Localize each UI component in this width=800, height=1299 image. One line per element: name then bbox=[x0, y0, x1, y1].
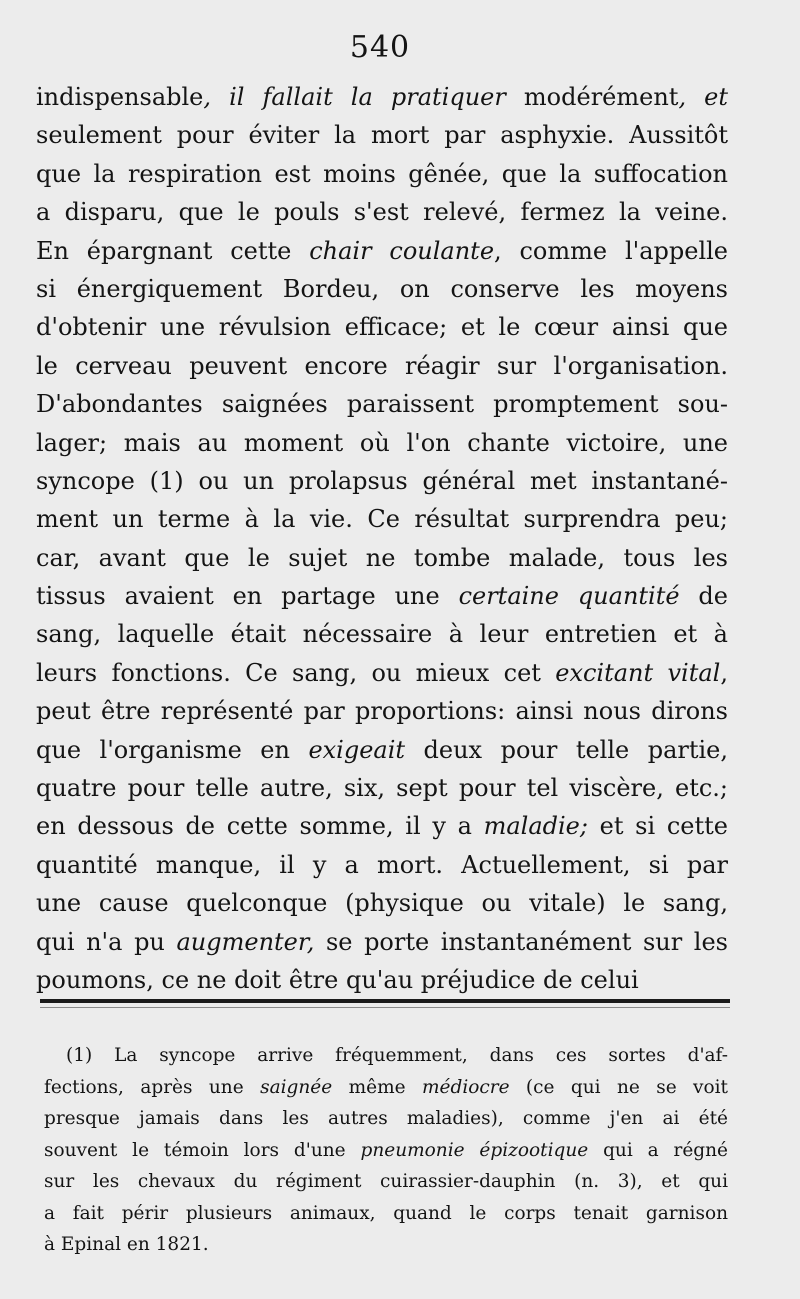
footnote-line bbox=[44, 1166, 728, 1198]
text-segment: qui a régné bbox=[588, 1139, 728, 1161]
footnote-line bbox=[44, 1229, 728, 1261]
text-segment: et si cette bbox=[587, 812, 728, 841]
text-segment: quantité manque, il y a mort. Actuellement, si par bbox=[36, 850, 728, 879]
body-line bbox=[36, 116, 728, 154]
italic-text: , et bbox=[678, 83, 728, 111]
italic-text: exigeait bbox=[308, 735, 406, 764]
body-line bbox=[36, 308, 728, 346]
text-segment: que la respiration est moins gênée, que la suffocation bbox=[36, 159, 728, 188]
footnote-separator bbox=[40, 999, 730, 1003]
text-segment: indispensable bbox=[36, 83, 204, 111]
text-segment: leurs fonctions. Ce sang, ou mieux cet bbox=[36, 658, 556, 687]
text-segment: En épargnant cette bbox=[36, 236, 310, 265]
body-line bbox=[36, 424, 728, 462]
text-segment: a fait périr plusieurs animaux, quand le corps tenait garnison bbox=[44, 1202, 728, 1224]
text-segment: sur les chevaux du régiment cuirassier-dauphin (n. 3), et qui bbox=[44, 1171, 728, 1192]
footnote-line bbox=[44, 1040, 728, 1072]
body-line bbox=[36, 577, 728, 615]
footnote-line bbox=[44, 1198, 728, 1230]
body-text bbox=[36, 78, 728, 999]
text-segment: sang, laquelle était nécessaire à leur entretien et à bbox=[36, 620, 728, 649]
text-segment: quatre pour telle autre, six, sept pour tel viscère, etc.; bbox=[36, 774, 728, 803]
body-line bbox=[36, 193, 728, 231]
text-segment: (ce qui ne se voit bbox=[509, 1076, 728, 1098]
text-segment: à Epinal en 1821. bbox=[44, 1234, 209, 1255]
italic-text: chair coulante bbox=[309, 236, 495, 265]
text-segment: ment un terme à la vie. Ce résultat surprendra peu; bbox=[36, 505, 728, 534]
italic-text: certaine quantité bbox=[458, 582, 680, 611]
text-segment: de bbox=[679, 582, 728, 611]
body-line bbox=[36, 923, 728, 961]
italic-text: augmenter, bbox=[176, 927, 315, 956]
text-segment: , bbox=[720, 658, 728, 687]
text-segment: , comme l'appelle bbox=[494, 236, 728, 265]
footnote-line bbox=[44, 1103, 728, 1135]
italic-text: médiocre bbox=[421, 1076, 510, 1098]
body-line bbox=[36, 385, 728, 423]
text-segment: modérément bbox=[523, 83, 679, 111]
body-line bbox=[36, 270, 728, 308]
body-line bbox=[36, 846, 728, 884]
text-segment: que l'organisme en bbox=[36, 735, 309, 764]
text-segment: presque jamais dans les autres maladies), comme j'en ai été bbox=[44, 1108, 728, 1129]
text-segment: tissus avaient en partage une bbox=[36, 582, 459, 611]
italic-text: pneumonie épizootique bbox=[360, 1139, 589, 1161]
body-line bbox=[36, 615, 728, 653]
text-segment: a disparu, que le pouls s'est relevé, fermez la veine. bbox=[36, 198, 728, 227]
text-segment: en dessous de cette somme, il y a bbox=[36, 812, 484, 841]
body-line bbox=[36, 78, 728, 116]
body-line bbox=[36, 654, 728, 692]
body-line bbox=[36, 539, 728, 577]
text-segment: le cerveau peuvent encore réagir sur l'organisation. bbox=[36, 351, 728, 380]
text-segment: d'obtenir une révulsion efficace; et le cœur ainsi que bbox=[36, 313, 728, 342]
text-segment: deux pour telle partie, bbox=[405, 735, 728, 764]
body-line bbox=[36, 731, 728, 769]
text-segment: (1) La syncope arrive fréquemment, dans ces sortes d'af- bbox=[66, 1045, 728, 1066]
text-segment: si énergiquement Bordeu, on conserve les moyens bbox=[36, 274, 728, 303]
body-line bbox=[36, 462, 728, 500]
footnote-separator-thin bbox=[40, 1007, 730, 1008]
text-segment: même bbox=[332, 1076, 422, 1098]
footnote-line bbox=[44, 1135, 728, 1167]
text-segment: syncope (1) ou un prolapsus général met instantané- bbox=[36, 466, 728, 495]
text-segment: poumons, ce ne doit être qu'au préjudice de celui bbox=[36, 965, 639, 994]
italic-text: excitant vital bbox=[555, 658, 721, 687]
text-segment: fections, après une bbox=[44, 1076, 261, 1098]
text-segment: se porte instantanément sur les bbox=[314, 927, 728, 956]
page-number: 540 bbox=[349, 30, 411, 65]
text-segment: une cause quelconque (physique ou vitale) le sang, bbox=[36, 889, 728, 918]
italic-text: maladie; bbox=[483, 812, 588, 841]
body-line bbox=[36, 155, 728, 193]
body-line bbox=[36, 347, 728, 385]
body-line bbox=[36, 884, 728, 922]
text-segment: D'abondantes saignées paraissent promptement sou- bbox=[36, 390, 728, 419]
italic-text: saignée bbox=[260, 1076, 333, 1098]
text-segment: souvent le témoin lors d'une bbox=[44, 1139, 361, 1161]
body-line bbox=[36, 769, 728, 807]
body-line bbox=[36, 692, 728, 730]
body-line bbox=[36, 232, 728, 270]
italic-text: , il fallait la pratiquer bbox=[203, 83, 524, 111]
text-segment: lager; mais au moment où l'on chante victoire, une bbox=[36, 428, 728, 457]
body-line bbox=[36, 807, 728, 845]
footnote-line bbox=[44, 1072, 728, 1104]
body-line bbox=[36, 961, 728, 999]
footnote bbox=[44, 1040, 728, 1261]
text-segment: peut être représenté par proportions: ainsi nous dirons bbox=[36, 697, 728, 726]
body-line bbox=[36, 500, 728, 538]
text-segment: qui n'a pu bbox=[36, 927, 177, 956]
text-segment: seulement pour éviter la mort par asphyxie. Aussitôt bbox=[36, 121, 728, 150]
text-segment: car, avant que le sujet ne tombe malade, tous les bbox=[36, 543, 728, 572]
